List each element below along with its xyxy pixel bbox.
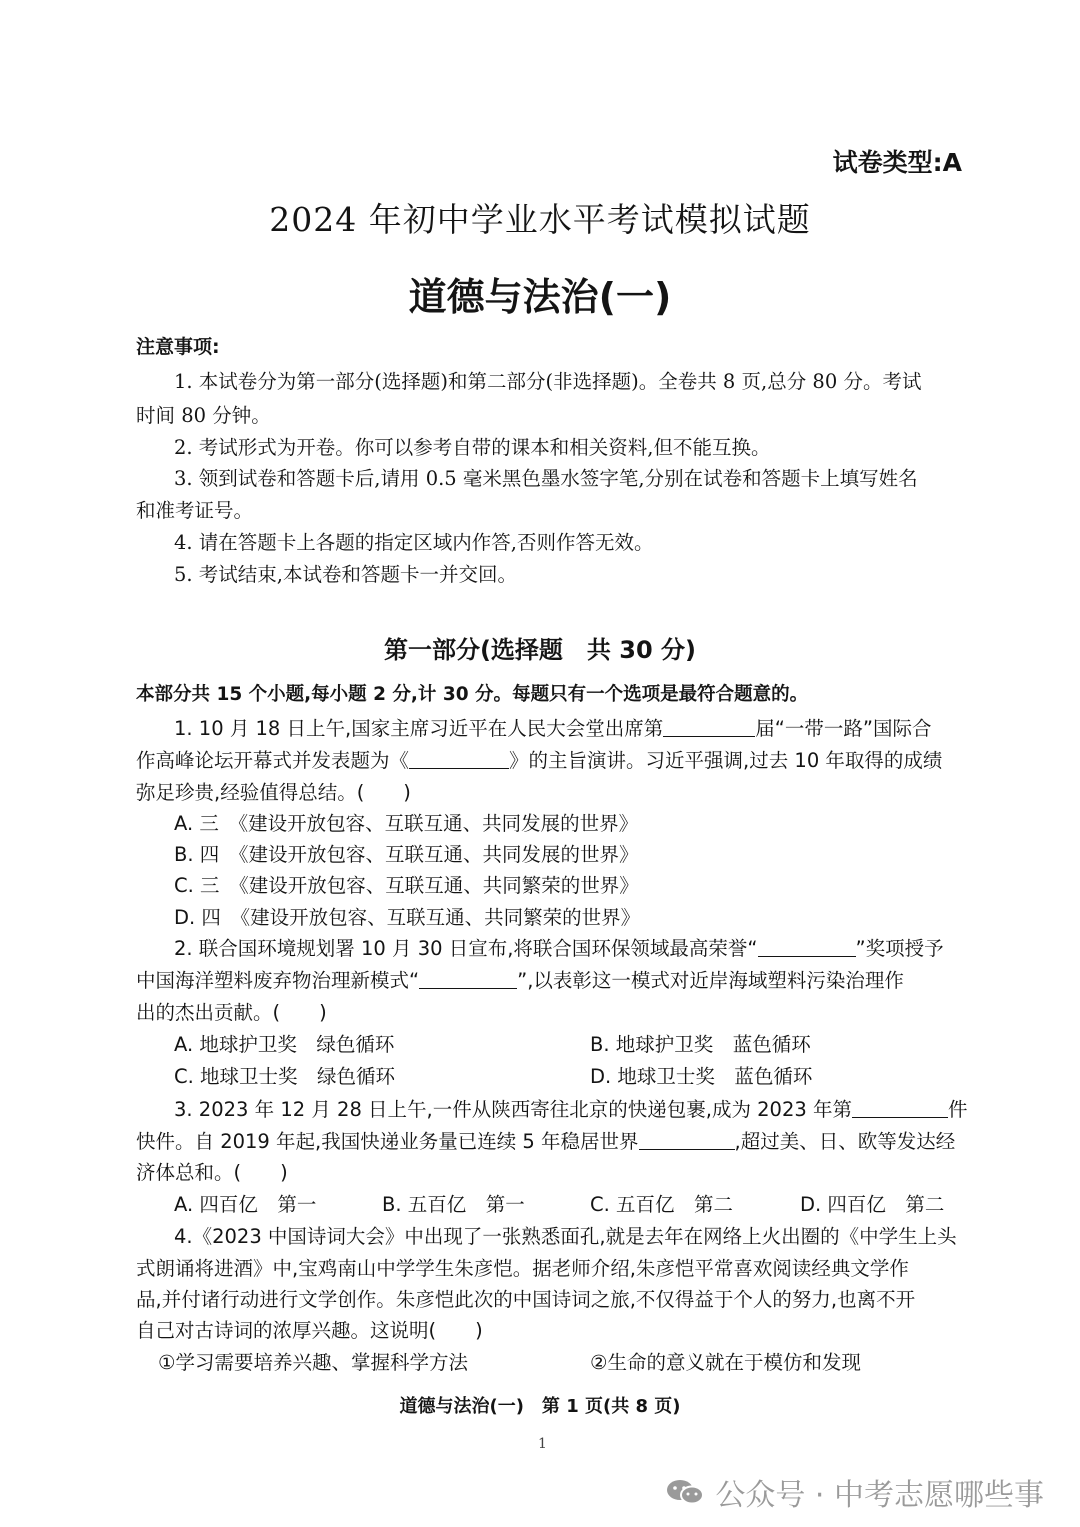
question-3-option-a: A. 四百亿 第一 bbox=[174, 1193, 317, 1216]
question-4-line-4: 自己对古诗词的浓厚兴趣。这说明( ) bbox=[136, 1319, 483, 1342]
question-2-option-c: C. 地球卫士奖 绿色循环 bbox=[174, 1065, 396, 1088]
question-2-option-b: B. 地球护卫奖 蓝色循环 bbox=[590, 1033, 811, 1056]
part-one-heading: 第一部分(选择题 共 30 分) bbox=[383, 636, 697, 664]
notice-item-2: 2. 考试形式为开卷。你可以参考自带的课本和相关资料,但不能互换。 bbox=[174, 436, 771, 459]
question-3-option-c: C. 五百亿 第二 bbox=[590, 1193, 734, 1216]
blank bbox=[419, 969, 517, 990]
notice-item-1-line-2: 时间 80 分钟。 bbox=[136, 404, 271, 427]
question-3-line-3: 济体总和。( ) bbox=[136, 1161, 288, 1184]
notice-item-1-line-1: 1. 本试卷分为第一部分(选择题)和第二部分(非选择题)。全卷共 8 页,总分 80 分。考试 bbox=[174, 370, 922, 393]
question-1-line-2: 作高峰论坛开幕式并发表题为《 》的主旨演讲。习近平强调,过去 10 年取得的成绩 bbox=[136, 749, 943, 772]
blank bbox=[639, 1130, 735, 1151]
page-number: 1 bbox=[538, 1436, 547, 1452]
notice-item-5: 5. 考试结束,本试卷和答题卡一并交回。 bbox=[174, 563, 518, 586]
question-3-line-2: 快件。自 2019 年起,我国快递业务量已连续 5 年稳居世界 ,超过美、日、欧等发达经 bbox=[136, 1130, 956, 1153]
part-one-instruction: 本部分共 15 个小题,每小题 2 分,计 30 分。每题只有一个选项是最符合题意的。 bbox=[136, 684, 809, 705]
question-4-line-2: 式朗诵将进酒》中,宝鸡南山中学学生朱彦恺。据老师介绍,朱彦恺平常喜欢阅读经典文学作 bbox=[136, 1257, 909, 1280]
blank bbox=[852, 1098, 948, 1119]
question-2-line-2: 中国海洋塑料废弃物治理新模式“ ”,以表彰这一模式对近岸海域塑料污染治理作 bbox=[136, 969, 904, 992]
wechat-icon bbox=[665, 1478, 705, 1506]
question-3-line-1: 3. 2023 年 12 月 28 日上午,一件从陕西寄往北京的快递包裹,成为 2023 年第 件 bbox=[174, 1098, 968, 1121]
question-1-option-d: D. 四 《建设开放包容、互联互通、共同繁荣的世界》 bbox=[174, 906, 641, 929]
exam-title: 2024 年初中学业水平考试模拟试题 bbox=[269, 200, 811, 239]
question-3-option-b: B. 五百亿 第一 bbox=[382, 1193, 525, 1216]
question-4-line-3: 品,并付诸行动进行文学创作。朱彦恺此次的中国诗词之旅,不仅得益于个人的努力,也离不开 bbox=[136, 1288, 916, 1311]
question-3-option-d: D. 四百亿 第二 bbox=[800, 1193, 945, 1216]
question-1-option-a: A. 三 《建设开放包容、互联互通、共同发展的世界》 bbox=[174, 812, 639, 835]
notice-item-3-line-2: 和准考证号。 bbox=[136, 499, 254, 522]
question-1-line-1: 1. 10 月 18 日上午,国家主席习近平在人民大会堂出席第 届“一带一路”国际合 bbox=[174, 717, 932, 740]
blank bbox=[663, 717, 755, 738]
question-4-option-1: ①学习需要培养兴趣、掌握科学方法 bbox=[158, 1351, 468, 1374]
notice-item-3-line-1: 3. 领到试卷和答题卡后,请用 0.5 毫米黑色墨水签字笔,分别在试卷和答题卡上填写姓名 bbox=[174, 467, 918, 490]
question-4-option-2: ②生命的意义就在于模仿和发现 bbox=[590, 1351, 861, 1374]
question-2-line-1: 2. 联合国环境规划署 10 月 30 日宣布,将联合国环保领域最高荣誉“ ”奖项授予 bbox=[174, 937, 944, 960]
notice-heading: 注意事项: bbox=[136, 336, 220, 358]
paper-type: 试卷类型:A bbox=[832, 148, 962, 177]
blank bbox=[758, 937, 856, 958]
page-footer: 道德与法治(一) 第 1 页(共 8 页) bbox=[399, 1396, 681, 1417]
question-2-line-3: 出的杰出贡献。( ) bbox=[136, 1001, 327, 1024]
question-1-option-c: C. 三 《建设开放包容、互联互通、共同繁荣的世界》 bbox=[174, 874, 639, 897]
blank bbox=[409, 749, 509, 770]
watermark bbox=[665, 1470, 1044, 1514]
question-2-option-a: A. 地球护卫奖 绿色循环 bbox=[174, 1033, 395, 1056]
question-1-line-3: 弥足珍贵,经验值得总结。( ) bbox=[136, 781, 411, 804]
subject-title: 道德与法治(一) bbox=[408, 275, 672, 319]
question-1-option-b: B. 四 《建设开放包容、互联互通、共同发展的世界》 bbox=[174, 843, 639, 866]
notice-item-4: 4. 请在答题卡上各题的指定区域内作答,否则作答无效。 bbox=[174, 531, 654, 554]
question-2-option-d: D. 地球卫士奖 蓝色循环 bbox=[590, 1065, 813, 1088]
question-4-line-1: 4.《2023 中国诗词大会》中出现了一张熟悉面孔,就是去年在网络上火出圈的《中学生上头 bbox=[174, 1225, 957, 1248]
watermark-text: 公众号 · 中考志愿哪些事 bbox=[715, 1478, 1044, 1513]
